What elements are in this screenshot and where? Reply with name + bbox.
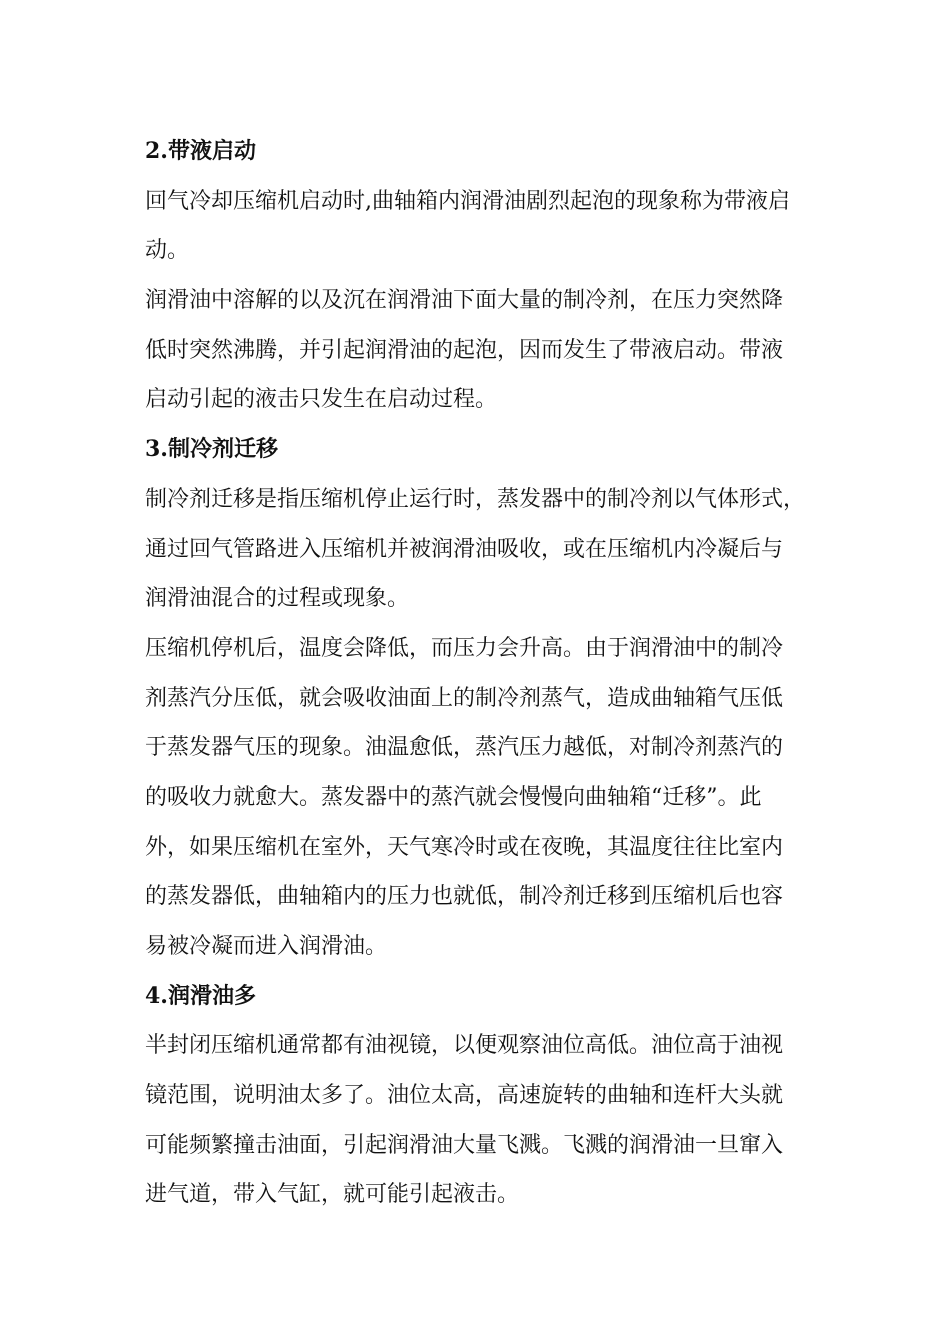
paragraph-line: 剂蒸汽分压低，就会吸收油面上的制冷剂蒸气，造成曲轴箱气压低 [145, 685, 784, 711]
paragraph-line: 的蒸发器低，曲轴箱内的压力也就低，制冷剂迁移到压缩机后也容 [145, 884, 784, 910]
paragraph-line: 回气冷却压缩机启动时,曲轴箱内润滑油剧烈起泡的现象称为带液启 [145, 188, 790, 214]
section-heading-refrigerant-migration: 3.制冷剂迁移 [145, 436, 278, 463]
section-heading-excess-oil: 4.润滑油多 [145, 982, 256, 1009]
paragraph-line: 于蒸发器气压的现象。油温愈低，蒸汽压力越低，对制冷剂蒸汽的 [145, 735, 784, 761]
paragraph-line: 镜范围，说明油太多了。油位太高，高速旋转的曲轴和连杆大头就 [145, 1083, 784, 1109]
paragraph-line: 润滑油中溶解的以及沉在润滑油下面大量的制冷剂，在压力突然降 [145, 288, 784, 314]
document-body [145, 127, 825, 1220]
paragraph-line: 压缩机停机后，温度会降低，而压力会升高。由于润滑油中的制冷 [145, 635, 784, 661]
paragraph-line: 外，如果压缩机在室外，天气寒冷时或在夜晚，其温度往往比室内 [145, 834, 784, 860]
paragraph-migration-explanation [145, 624, 825, 972]
section-heading-liquid-start: 2.带液启动 [145, 138, 256, 164]
paragraph-migration-definition [145, 475, 825, 624]
paragraph-line: 动。 [145, 238, 190, 264]
paragraph-excess-oil [145, 1021, 825, 1220]
paragraph-line: 半封闭压缩机通常都有油视镜，以便观察油位高低。油位高于油视 [145, 1033, 784, 1059]
paragraph-line: 的吸收力就愈大。蒸发器中的蒸汽就会慢慢向曲轴箱“迁移”。此 [145, 784, 762, 810]
paragraph-line: 润滑油混合的过程或现象。 [145, 586, 410, 612]
paragraph-line: 可能频繁撞击油面，引起润滑油大量飞溅。飞溅的润滑油一旦窜入 [145, 1132, 784, 1158]
paragraph-line: 低时突然沸腾，并引起润滑油的起泡，因而发生了带液启动。带液 [145, 337, 784, 363]
paragraph-liquid-start-cause [145, 276, 825, 425]
paragraph-line: 易被冷凝而进入润滑油。 [145, 934, 388, 959]
paragraph-line: 制冷剂迁移是指压缩机停止运行时，蒸发器中的制冷剂以气体形式， [145, 486, 806, 512]
paragraph-line: 通过回气管路进入压缩机并被润滑油吸收，或在压缩机内冷凝后与 [145, 536, 784, 562]
paragraph-liquid-start-definition [145, 177, 825, 276]
paragraph-line: 进气道，带入气缸，就可能引起液击。 [145, 1182, 520, 1208]
paragraph-line: 启动引起的液击只发生在启动过程。 [145, 387, 498, 413]
